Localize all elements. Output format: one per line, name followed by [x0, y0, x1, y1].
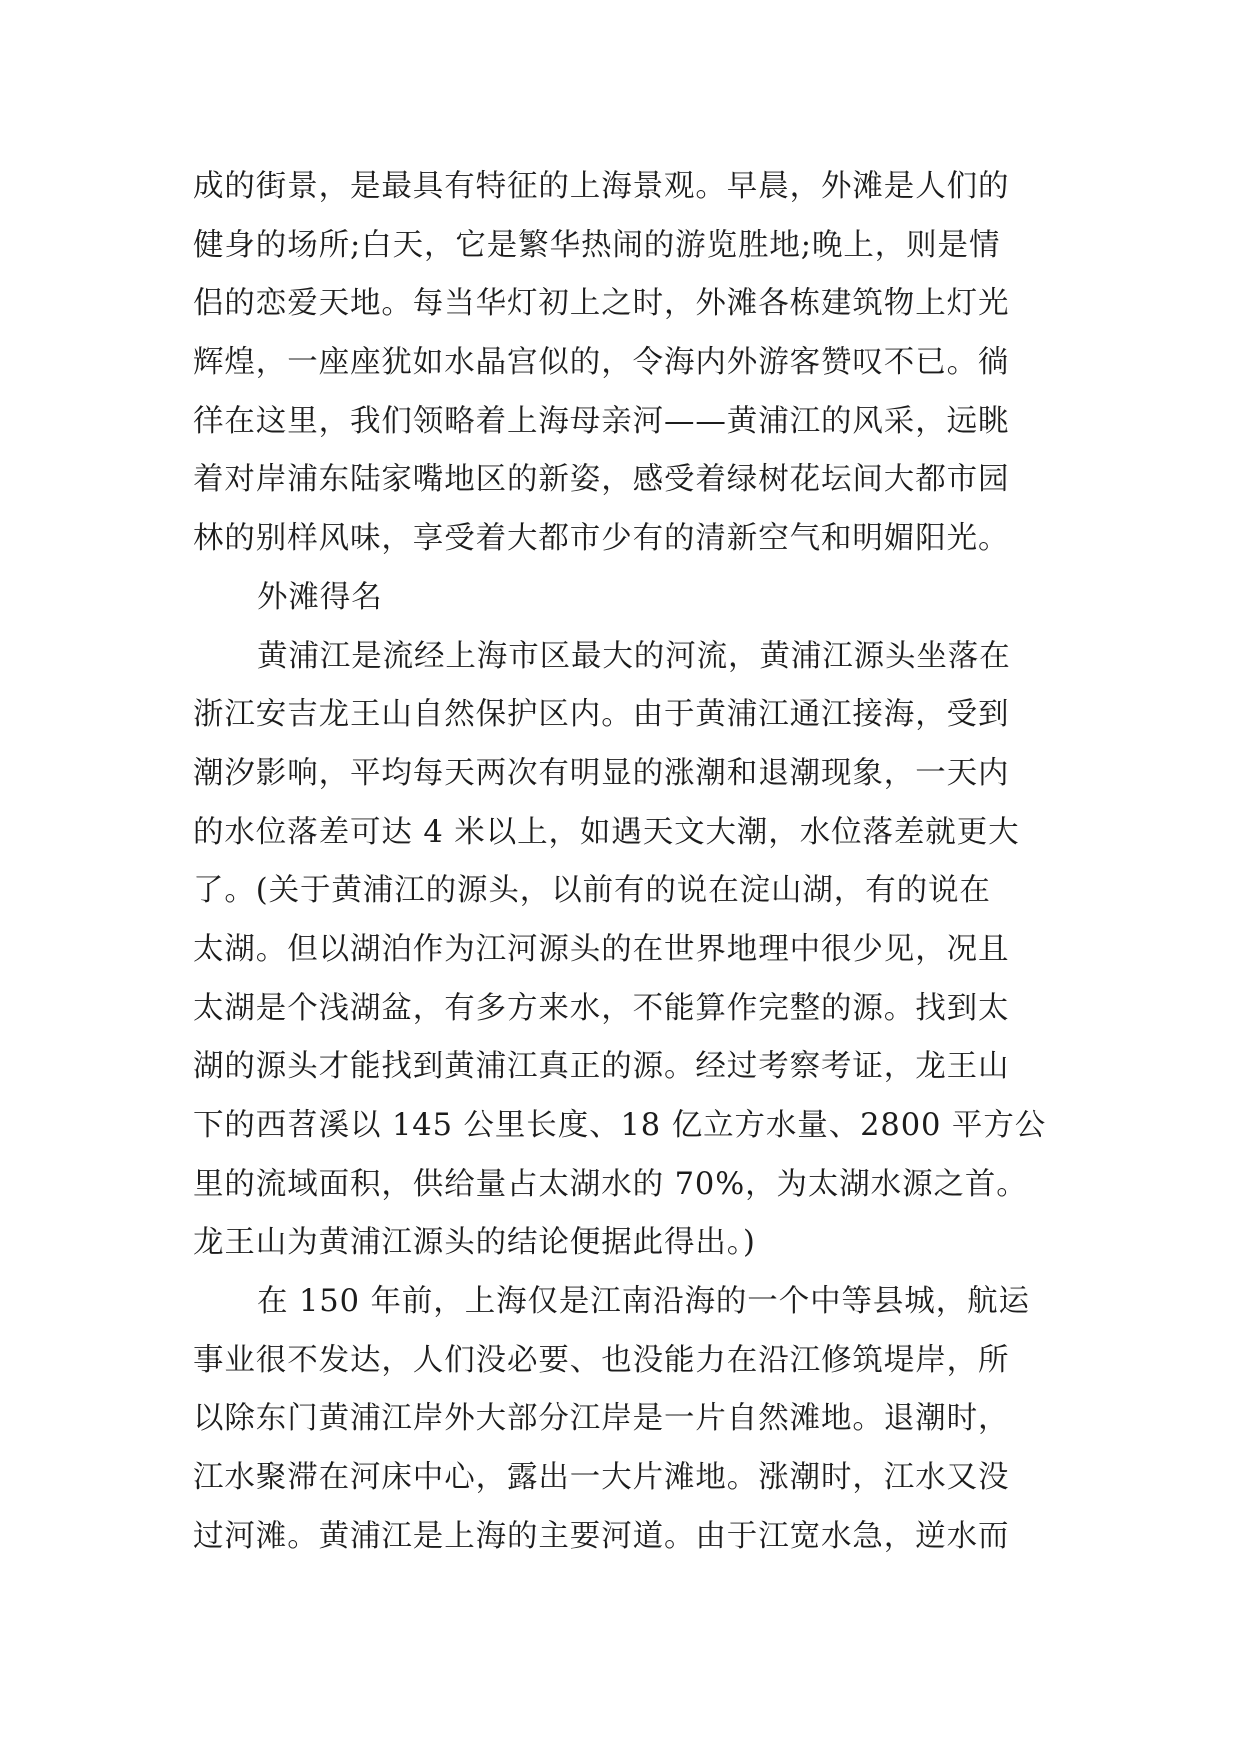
text-line: 龙王山为黄浦江源头的结论便据此得出。): [193, 1225, 756, 1261]
text-line: 在 150 年前，上海仅是江南沿海的一个中等县城，航运: [257, 1284, 1030, 1320]
text-line: 以除东门黄浦江岸外大部分江岸是一片自然滩地。退潮时，: [193, 1401, 1010, 1437]
body-text: [193, 158, 1053, 1567]
text-line: 里的流域面积，供给量占太湖水的 70%，为太湖水源之首。: [193, 1166, 1028, 1202]
text-line: 林的别样风味，享受着大都市少有的清新空气和明媚阳光。: [193, 521, 1010, 557]
text-line: 事业很不发达，人们没必要、也没能力在沿江修筑堤岸，所: [193, 1342, 1010, 1378]
text-line: 了。(关于黄浦江的源头，以前有的说在淀山湖，有的说在: [193, 873, 991, 909]
text-line: 过河滩。黄浦江是上海的主要河道。由于江宽水急，逆水而: [193, 1518, 1010, 1554]
text-line: 浙江安吉龙王山自然保护区内。由于黄浦江通江接海，受到: [193, 697, 1010, 733]
text-line: 成的街景，是最具有特征的上海景观。早晨，外滩是人们的: [193, 169, 1010, 204]
text-line: 江水聚滞在河床中心，露出一大片滩地。涨潮时，江水又没: [193, 1460, 1010, 1496]
text-line: 太湖是个浅湖盆，有多方来水，不能算作完整的源。找到太: [193, 990, 1010, 1026]
text-line: 辉煌，一座座犹如水晶宫似的，令海内外游客赞叹不已。徜: [193, 345, 1010, 381]
text-line: 湖的源头才能找到黄浦江真正的源。经过考察考证，龙王山: [193, 1049, 1010, 1085]
text-line: 的水位落差可达 4 米以上，如遇天文大潮，水位落差就更大: [193, 814, 1020, 850]
text-line: 太湖。但以湖泊作为江河源头的在世界地理中很少见，况且: [193, 931, 1010, 967]
section-heading: 外滩得名: [257, 579, 383, 615]
text-line: 健身的场所;白天，它是繁华热闹的游览胜地;晚上，则是情: [193, 227, 1001, 263]
text-line: 黄浦江是流经上海市区最大的河流，黄浦江源头坐落在: [257, 638, 1011, 674]
text-line: 着对岸浦东陆家嘴地区的新姿，感受着绿树花坛间大都市园: [193, 462, 1010, 498]
text-line: 潮汐影响，平均每天两次有明显的涨潮和退潮现象，一天内: [193, 755, 1010, 791]
text-line: 下的西苕溪以 145 公里长度、18 亿立方水量、2800 平方公: [193, 1108, 1047, 1143]
text-line: 侣的恋爱天地。每当华灯初上之时，外滩各栋建筑物上灯光: [193, 286, 1010, 322]
text-line: 徉在这里，我们领略着上海母亲河——黄浦江的风采，远眺: [193, 403, 1010, 439]
